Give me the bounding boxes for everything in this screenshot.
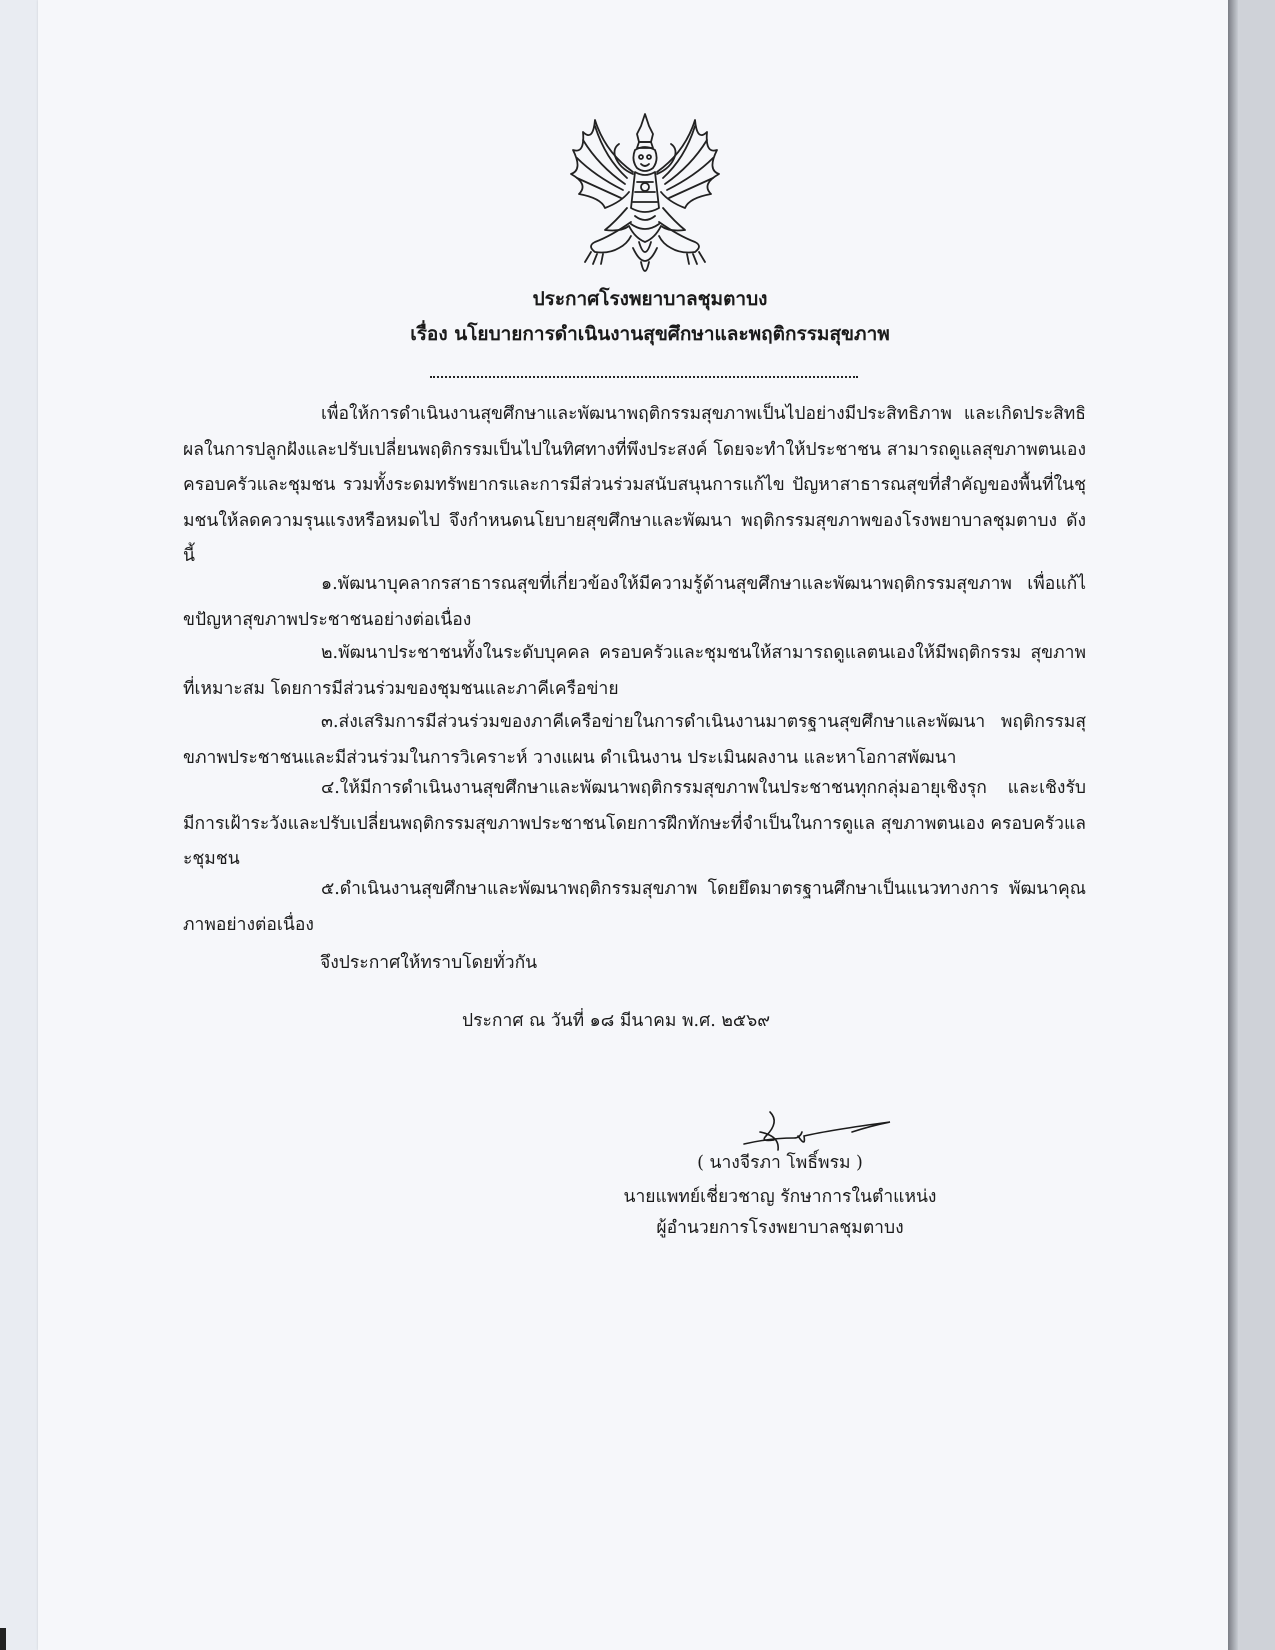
policy-item-3: ๓.ส่งเสริมการมีส่วนร่วมของภาคีเครือข่ายในการดำเนินงานมาตรฐานสุขศึกษาและพัฒนา พฤติกรรมสุขภาพประชาชนและมีส่วนร่วมในการวิเคราะห์ วางแผน ดำเนินงาน ประเมินผลงาน และหาโอกาสพัฒนา <box>183 712 1086 768</box>
document-subject: เรื่อง นโยบายการดำเนินงานสุขศึกษาและพฤติกรรมสุขภาพ <box>410 323 890 345</box>
policy-item-4: ๔.ให้มีการดำเนินงานสุขศึกษาและพัฒนาพฤติกรรมสุขภาพในประชาชนทุกกลุ่มอายุเชิงรุก และเชิงรับ มีการเฝ้าระวังและปรับเปลี่ยนพฤติกรรมสุขภาพประชาชนโดยการฝึกทักษะที่จำเป็นในการดูแล สุขภาพตนเอง ครอบครัวและชุมชน <box>183 778 1086 869</box>
policy-item-1: ๑.พัฒนาบุคลากรสาธารณสุขที่เกี่ยวข้องให้มีความรู้ด้านสุขศึกษาและพัฒนาพฤติกรรมสุขภาพ เพื่อแก้ไขปัญหาสุขภาพประชาชนอย่างต่อเนื่อง <box>183 574 1086 630</box>
scan-edge-shadow <box>1228 0 1238 1650</box>
garuda-emblem-icon <box>565 112 725 282</box>
intro-paragraph: เพื่อให้การดำเนินงานสุขศึกษาและพัฒนาพฤติกรรมสุขภาพเป็นไปอย่างมีประสิทธิภาพ และเกิดประสิทธิผลในการปลูกฝังและปรับเปลี่ยนพฤติกรรมเป็นไปในทิศทางที่พึงประสงค์ โดยจะทำให้ประชาชน สามารถดูแลสุขภาพตนเอง ครอบครัวและชุมชน รวมทั้งระดมทรัพยากรและการมีส่วนร่วมสนับสนุนการแก้ไข ปัญหาสาธารณสุขที่สำคัญของพื้นที่ในชุมชนให้ลดความรุนแรงหรือหมดไป จึงกำหนดนโยบายสุขศึกษาและพัฒนา พฤติกรรมสุขภาพของโรงพยาบาลชุมตาบง ดังนี้ <box>183 404 1086 566</box>
signer-name: ( นางจีรภา โพธิ์พรม ) <box>697 1153 863 1173</box>
signer-organization: ผู้อำนวยการโรงพยาบาลชุมตาบง <box>656 1218 904 1238</box>
scan-corner-mark <box>0 1628 6 1650</box>
document-title: ประกาศโรงพยาบาลชุมตาบง <box>532 288 768 310</box>
separator-dotted-line <box>430 376 858 378</box>
announcement-date: ประกาศ ณ วันที่ ๑๘ มีนาคม พ.ศ. ๒๕๖๙ <box>462 1011 771 1031</box>
closing-statement: จึงประกาศให้ทราบโดยทั่วกัน <box>320 953 538 973</box>
signer-position: นายแพทย์เชี่ยวชาญ รักษาการในตำแหน่ง <box>623 1187 937 1207</box>
policy-item-5: ๕.ดำเนินงานสุขศึกษาและพัฒนาพฤติกรรมสุขภาพ โดยยึดมาตรฐานศึกษาเป็นแนวทางการ พัฒนาคุณภาพอย่างต่อเนื่อง <box>183 879 1086 935</box>
policy-item-2: ๒.พัฒนาประชาชนทั้งในระดับบุคคล ครอบครัวและชุมชนให้สามารถดูแลตนเองให้มีพฤติกรรม สุขภาพที่เหมาะสม โดยการมีส่วนร่วมของชุมชนและภาคีเครือข่าย <box>183 643 1086 699</box>
